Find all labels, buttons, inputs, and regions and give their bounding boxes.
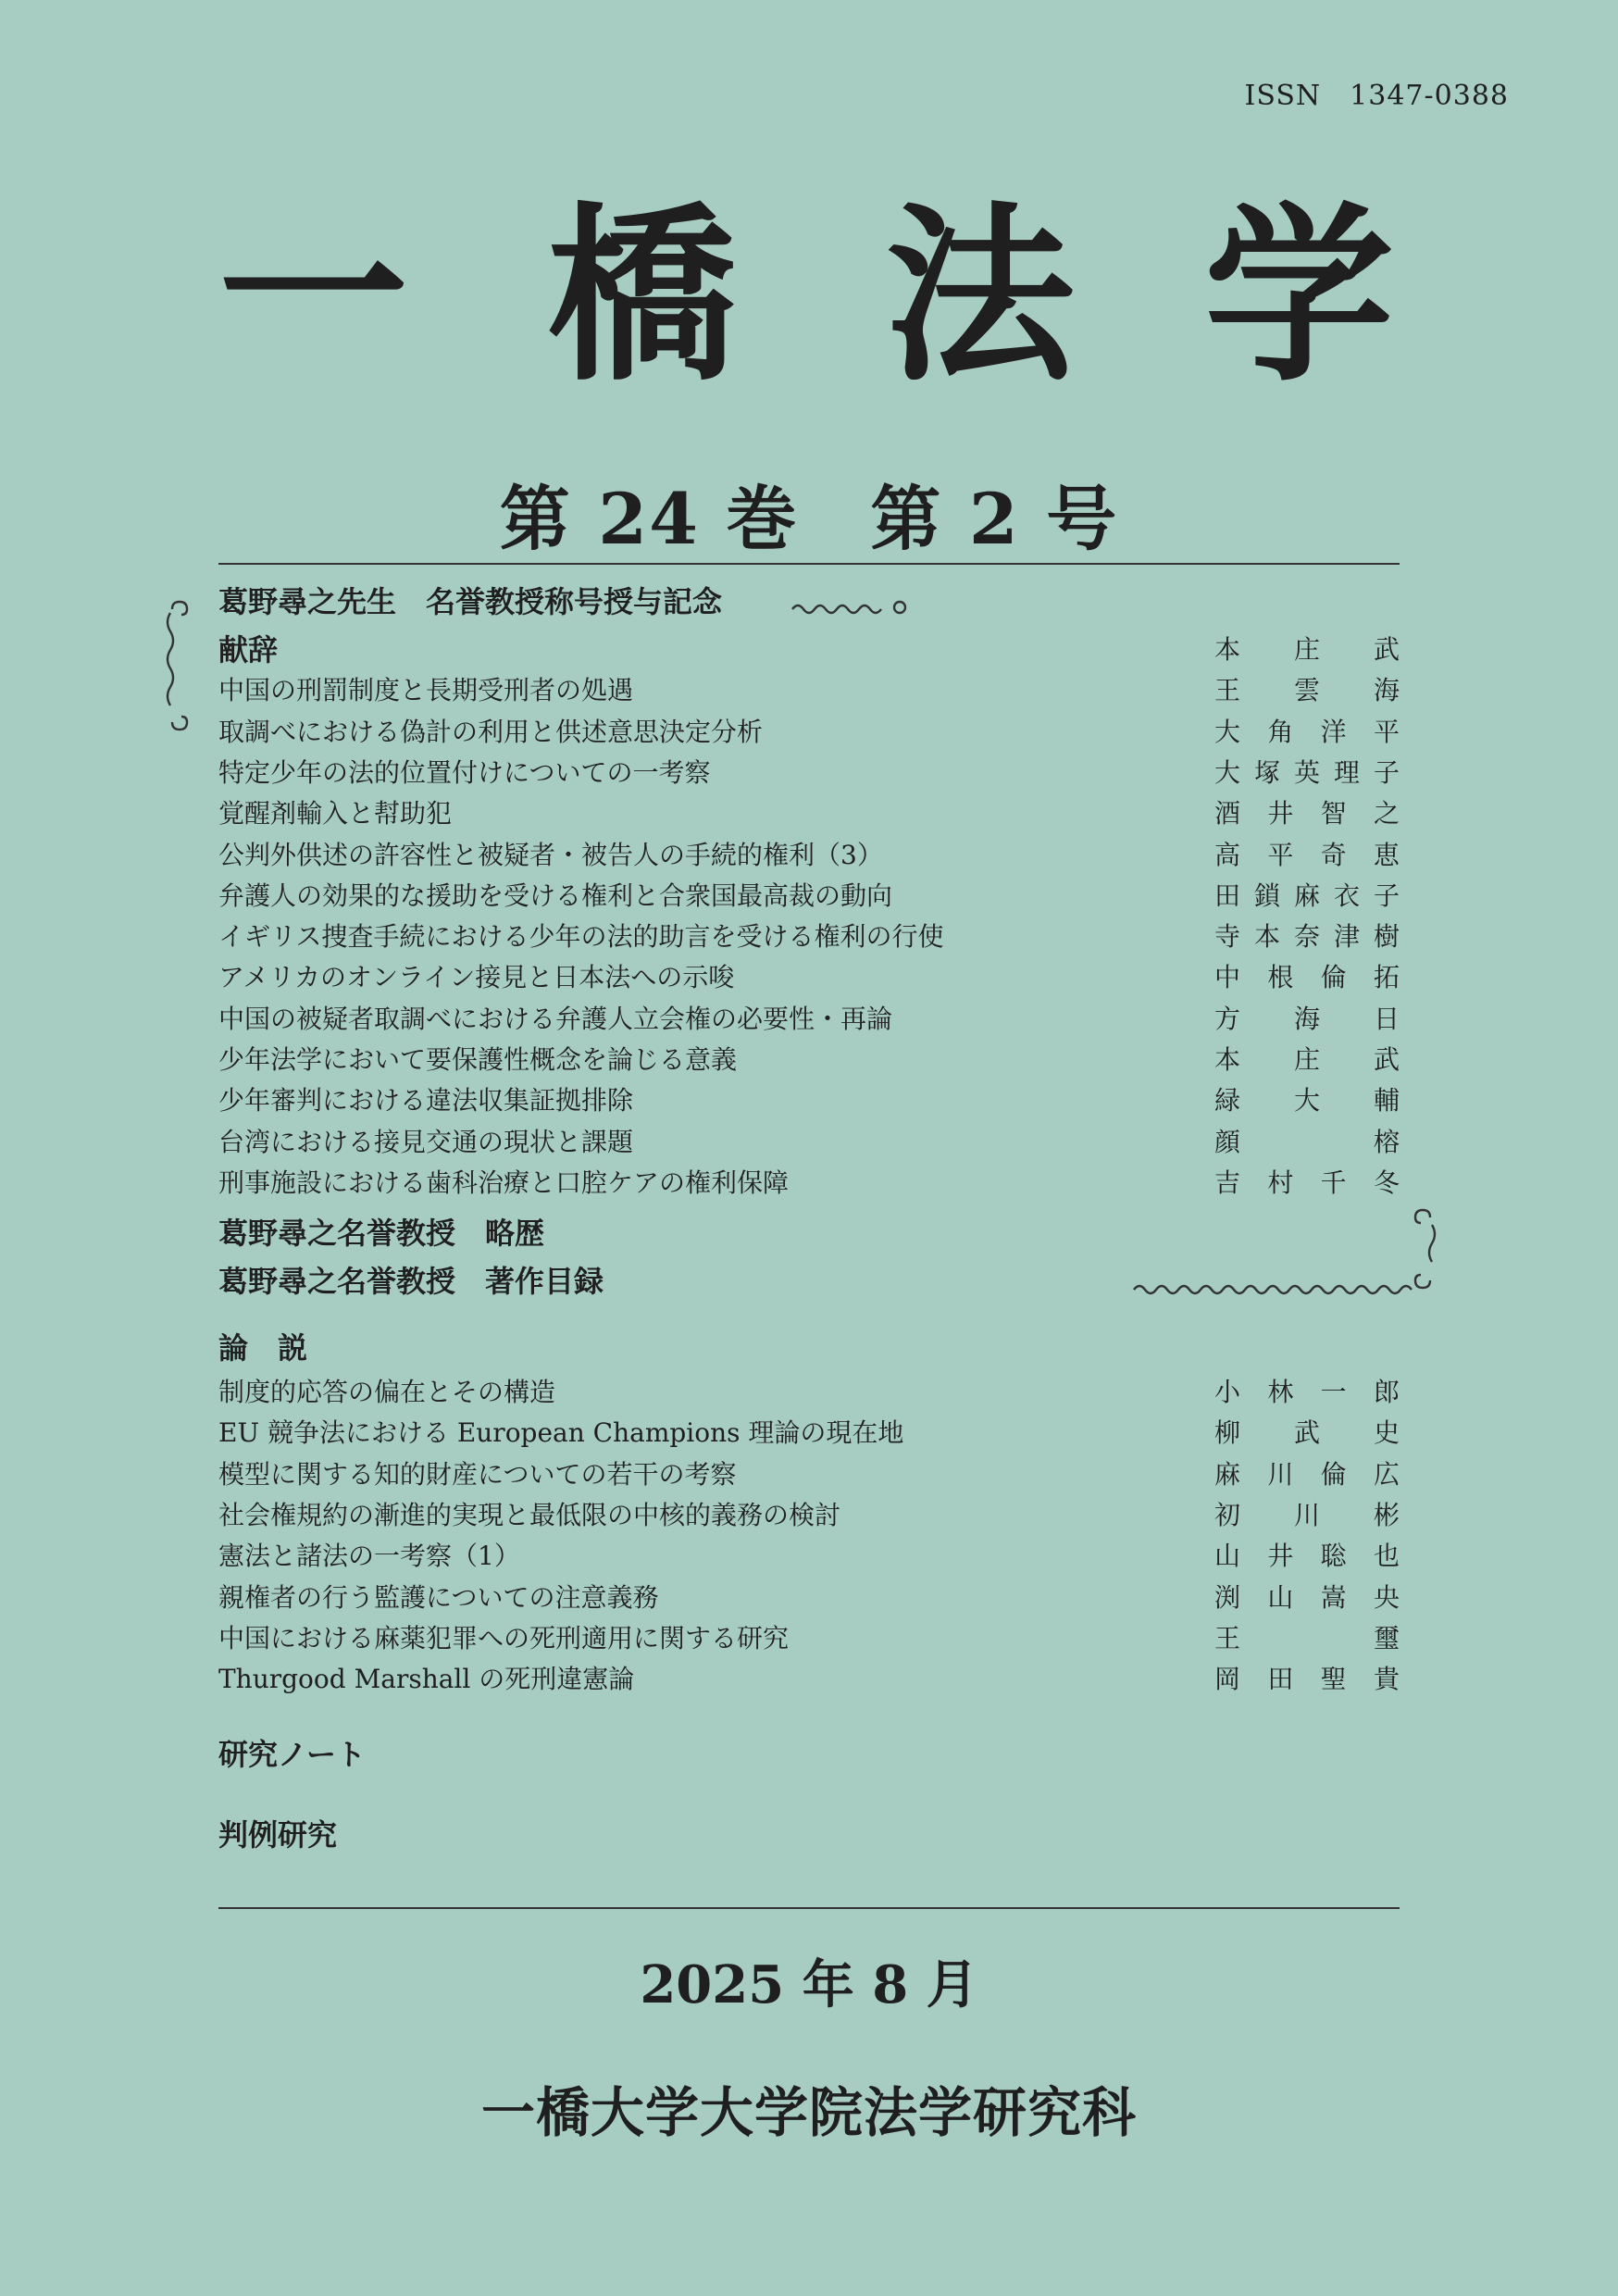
toc-author bbox=[1214, 1659, 1400, 1700]
toc-title: 少年法学において要保護性概念を論じる意義 bbox=[218, 1044, 738, 1075]
author-char: 拓 bbox=[1373, 962, 1400, 993]
special-extra-bibliography[interactable]: 葛野尋之名誉教授 著作目録 bbox=[218, 1264, 604, 1299]
author-char: 根 bbox=[1267, 962, 1294, 993]
author-char: 彬 bbox=[1373, 1499, 1400, 1530]
author-char: 緑 bbox=[1214, 1085, 1241, 1117]
toc-author bbox=[1214, 999, 1400, 1040]
toc-title: 公判外供述の許容性と被疑者・被告人の手続的権利（3） bbox=[218, 839, 883, 870]
author-char: 田 bbox=[1267, 1664, 1294, 1695]
author-char: 理 bbox=[1333, 756, 1360, 788]
toc-title: 模型に関する知的財産についての若干の考察 bbox=[218, 1458, 737, 1490]
author-char: 広 bbox=[1373, 1458, 1400, 1490]
toc-entry[interactable] bbox=[218, 753, 1400, 793]
toc-title: 中国の被疑者取調べにおける弁護人立会権の必要性・再論 bbox=[218, 1003, 893, 1034]
author-char: 角 bbox=[1267, 716, 1294, 747]
toc-author bbox=[1214, 1080, 1400, 1121]
author-char: 麻 bbox=[1293, 880, 1320, 911]
toc-title: 特定少年の法的位置付けについての一考察 bbox=[218, 756, 711, 788]
author-char: 之 bbox=[1373, 798, 1400, 830]
author-char: 也 bbox=[1373, 1541, 1400, 1572]
toc-author bbox=[1214, 957, 1400, 998]
author-char: 大 bbox=[1214, 756, 1241, 788]
author-char: 山 bbox=[1267, 1581, 1294, 1613]
toc-title: 覚醒剤輸入と幇助犯 bbox=[218, 798, 453, 830]
author-char: 子 bbox=[1373, 880, 1400, 911]
author-char: 麻 bbox=[1214, 1458, 1241, 1490]
toc-author bbox=[1214, 1413, 1400, 1454]
toc-author bbox=[1214, 1122, 1400, 1163]
volume-issue: 第 24 巻 第 2 号 bbox=[499, 478, 1119, 560]
author-char: 洋 bbox=[1320, 716, 1347, 747]
toc-author bbox=[1214, 712, 1400, 753]
author-char: 平 bbox=[1267, 839, 1294, 870]
issn: ISSN 1347-0388 bbox=[1244, 80, 1509, 112]
author-char: 寺 bbox=[1214, 921, 1241, 953]
author-char: 倫 bbox=[1320, 962, 1347, 993]
toc-title: 弁護人の効果的な援助を受ける権利と合衆国最高裁の動向 bbox=[218, 880, 893, 911]
toc-author bbox=[1214, 1578, 1400, 1618]
author-char: 林 bbox=[1267, 1377, 1294, 1407]
title-char: 一 bbox=[218, 185, 408, 407]
author-char: 川 bbox=[1267, 1458, 1294, 1490]
special-heading: 葛野尋之先生 名誉教授称号授与記念 bbox=[218, 584, 723, 619]
publisher: 一橋大学大学院法学研究科 bbox=[480, 2081, 1137, 2144]
author-char: 山 bbox=[1214, 1541, 1241, 1572]
author-char: 平 bbox=[1373, 716, 1400, 747]
toc-author bbox=[1214, 1040, 1400, 1080]
author-char: 村 bbox=[1267, 1167, 1294, 1198]
author-char: 日 bbox=[1373, 1003, 1400, 1034]
author-char: 璽 bbox=[1373, 1622, 1400, 1653]
title-char: 学 bbox=[1204, 185, 1394, 407]
section-case-studies[interactable]: 判例研究 bbox=[218, 1817, 338, 1853]
toc-entry[interactable] bbox=[218, 999, 1400, 1040]
author-char: 王 bbox=[1214, 1622, 1241, 1653]
author-char: 央 bbox=[1373, 1581, 1400, 1613]
author-char: 本 bbox=[1214, 634, 1241, 665]
author-char: 聖 bbox=[1320, 1664, 1347, 1695]
bottom-rule bbox=[218, 1907, 1400, 1909]
author-char: 庄 bbox=[1293, 634, 1320, 665]
author-char: 津 bbox=[1333, 921, 1360, 953]
toc-author bbox=[1214, 917, 1400, 957]
toc-title: 献辞 bbox=[218, 632, 279, 668]
toc-title: 制度的応答の偏在とその構造 bbox=[218, 1377, 556, 1407]
toc-entry[interactable] bbox=[218, 1080, 1400, 1121]
toc-entry[interactable] bbox=[218, 1618, 1400, 1659]
toc-entry[interactable] bbox=[218, 1122, 1400, 1163]
toc-entry[interactable] bbox=[218, 1372, 1400, 1413]
author-char: 方 bbox=[1214, 1003, 1241, 1034]
author-char: 小 bbox=[1214, 1377, 1241, 1407]
toc-entry[interactable] bbox=[218, 917, 1400, 957]
toc-author bbox=[1214, 1163, 1400, 1204]
top-rule bbox=[218, 563, 1400, 565]
author-char: 初 bbox=[1214, 1499, 1241, 1530]
toc-entry[interactable] bbox=[218, 1495, 1400, 1536]
toc-entry[interactable] bbox=[218, 670, 1400, 711]
author-char: 田 bbox=[1214, 880, 1241, 911]
author-char: 武 bbox=[1373, 634, 1400, 665]
toc-title: 刑事施設における歯科治療と口腔ケアの権利保障 bbox=[218, 1167, 790, 1198]
author-char: 雲 bbox=[1293, 675, 1320, 706]
author-char: 酒 bbox=[1214, 798, 1241, 830]
toc-title: イギリス捜査手続における少年の法的助言を受ける権利の行使 bbox=[218, 921, 944, 953]
toc-author bbox=[1214, 1454, 1400, 1495]
toc-entry[interactable] bbox=[218, 1413, 1400, 1454]
toc-entry[interactable] bbox=[218, 1578, 1400, 1618]
author-char: 子 bbox=[1373, 756, 1400, 788]
author-char: 倫 bbox=[1320, 1458, 1347, 1490]
toc-title: 中国の刑罰制度と長期受刑者の処遇 bbox=[218, 675, 634, 706]
toc-author bbox=[1214, 670, 1400, 711]
publication-date: 2025 年 8 月 bbox=[640, 1954, 978, 2015]
toc-author bbox=[1214, 630, 1400, 670]
journal-title bbox=[218, 185, 1394, 407]
toc-title: EU 競争法における European Champions 理論の現在地 bbox=[218, 1417, 904, 1449]
toc-entry[interactable] bbox=[218, 712, 1400, 753]
title-char: 法 bbox=[885, 185, 1075, 407]
author-char: 大 bbox=[1293, 1085, 1320, 1117]
author-char: 岡 bbox=[1214, 1664, 1241, 1695]
author-char: 鎖 bbox=[1253, 880, 1280, 911]
toc-author bbox=[1214, 1618, 1400, 1659]
toc-author bbox=[1214, 1495, 1400, 1536]
special-extra-biography[interactable]: 葛野尋之名誉教授 略歴 bbox=[218, 1216, 545, 1251]
author-char: 榕 bbox=[1373, 1126, 1400, 1157]
toc-author bbox=[1214, 793, 1400, 834]
toc-title: 取調べにおける偽計の利用と供述意思決定分析 bbox=[218, 716, 764, 747]
author-char: 渕 bbox=[1214, 1581, 1241, 1613]
author-char: 冬 bbox=[1373, 1167, 1400, 1198]
author-char: 武 bbox=[1293, 1417, 1320, 1449]
author-char: 本 bbox=[1253, 921, 1280, 953]
author-char: 海 bbox=[1373, 675, 1400, 706]
author-char: 井 bbox=[1267, 798, 1294, 830]
author-char: 衣 bbox=[1333, 880, 1360, 911]
author-char: 貴 bbox=[1373, 1664, 1400, 1695]
toc-author bbox=[1214, 753, 1400, 793]
author-char: 高 bbox=[1214, 839, 1241, 870]
author-char: 庄 bbox=[1293, 1044, 1320, 1075]
author-char: 王 bbox=[1214, 675, 1241, 706]
author-char: 聡 bbox=[1320, 1541, 1347, 1572]
toc-title: 親権者の行う監護についての注意義務 bbox=[218, 1581, 659, 1613]
toc-entry[interactable] bbox=[218, 630, 1400, 670]
author-char: 恵 bbox=[1373, 839, 1400, 870]
author-char: 一 bbox=[1320, 1377, 1347, 1407]
toc-entry[interactable] bbox=[218, 1040, 1400, 1080]
toc-entry[interactable] bbox=[218, 1163, 1400, 1204]
toc-entry[interactable] bbox=[218, 1659, 1400, 1700]
toc-title: 憲法と諸法の一考察（1） bbox=[218, 1541, 520, 1572]
author-char: 塚 bbox=[1253, 756, 1280, 788]
toc-author bbox=[1214, 1372, 1400, 1413]
toc-title: 少年審判における違法収集証拠排除 bbox=[218, 1085, 634, 1117]
toc-title: 中国における麻薬犯罪への死刑適用に関する研究 bbox=[218, 1622, 790, 1653]
author-char: 郎 bbox=[1373, 1377, 1400, 1407]
author-char: 樹 bbox=[1373, 921, 1400, 953]
toc-entry[interactable] bbox=[218, 957, 1400, 998]
author-char: 智 bbox=[1320, 798, 1347, 830]
toc-entry[interactable] bbox=[218, 1454, 1400, 1495]
toc-title: 社会権規約の漸進的実現と最低限の中核的義務の検討 bbox=[218, 1499, 841, 1530]
author-char: 井 bbox=[1267, 1541, 1294, 1572]
author-char: 海 bbox=[1293, 1003, 1320, 1034]
author-char: 史 bbox=[1373, 1417, 1400, 1449]
author-char: 中 bbox=[1214, 962, 1241, 993]
author-char: 嵩 bbox=[1320, 1581, 1347, 1613]
author-char: 大 bbox=[1214, 716, 1241, 747]
toc-title: Thurgood Marshall の死刑違憲論 bbox=[218, 1664, 635, 1695]
toc-entry[interactable] bbox=[218, 793, 1400, 834]
author-char: 川 bbox=[1293, 1499, 1320, 1530]
author-char: 顔 bbox=[1214, 1126, 1241, 1157]
toc-title: 台湾における接見交通の現状と課題 bbox=[218, 1126, 634, 1157]
toc-author bbox=[1214, 835, 1400, 876]
toc-author bbox=[1214, 1536, 1400, 1577]
author-char: 武 bbox=[1373, 1044, 1400, 1075]
author-char: 吉 bbox=[1214, 1167, 1241, 1198]
author-char: 英 bbox=[1293, 756, 1320, 788]
title-char: 橋 bbox=[547, 185, 737, 407]
author-char: 奇 bbox=[1320, 839, 1347, 870]
toc-entry[interactable] bbox=[218, 1536, 1400, 1577]
toc-title: アメリカのオンライン接見と日本法への示唆 bbox=[218, 962, 735, 993]
author-char: 柳 bbox=[1214, 1417, 1241, 1449]
section-research-notes[interactable]: 研究ノート bbox=[218, 1737, 367, 1772]
author-char: 奈 bbox=[1293, 921, 1320, 953]
toc-entry[interactable] bbox=[218, 876, 1400, 917]
author-char: 本 bbox=[1214, 1044, 1241, 1075]
author-char: 千 bbox=[1320, 1167, 1347, 1198]
toc-entry[interactable] bbox=[218, 835, 1400, 876]
author-char: 輔 bbox=[1373, 1085, 1400, 1117]
ronsetsu-heading: 論 説 bbox=[218, 1330, 308, 1366]
toc-author bbox=[1214, 876, 1400, 917]
